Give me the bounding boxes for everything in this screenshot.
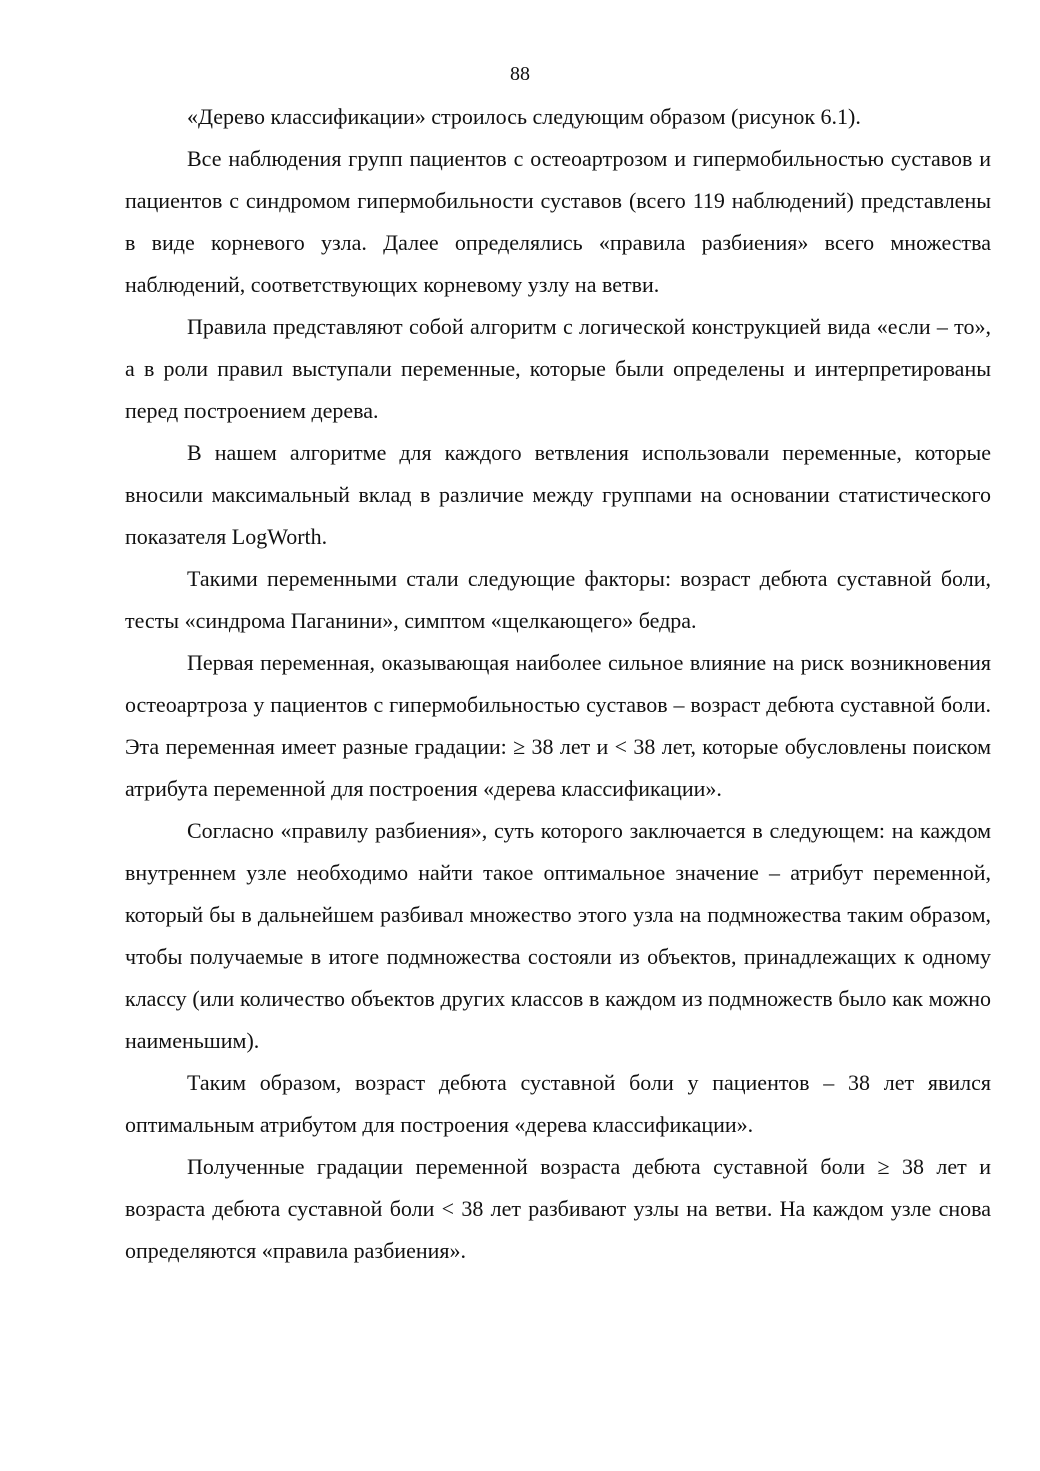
paragraph-rules: Правила представляют собой алгоритм с логической конструкцией вида «если – то», а в роли правил выступали переменные, которые были определены и интерпретированы перед построением дерева. bbox=[125, 314, 991, 423]
paragraph-algorithm: В нашем алгоритме для каждого ветвления использовали переменные, которые вносили максимальный вклад в различие между группами на основании статистического показателя LogWorth. bbox=[125, 440, 991, 549]
document-body bbox=[125, 96, 991, 1272]
page-number: 88 bbox=[510, 63, 530, 85]
paragraph-branches: Полученные градации переменной возраста дебюта суставной боли ≥ 38 лет и возраста дебюта суставной боли < 38 лет разбивают узлы на ветви. На каждом узле снова определяются «правила разбиения». bbox=[125, 1154, 991, 1263]
paragraph-optimal-attribute: Таким образом, возраст дебюта суставной боли у пациентов – 38 лет явился оптимальным атрибутом для построения «дерева классификации». bbox=[125, 1070, 991, 1137]
paragraph-tree-intro: «Дерево классификации» строилось следующим образом (рисунок 6.1). bbox=[187, 104, 861, 129]
paragraph-split-rule: Согласно «правилу разбиения», суть которого заключается в следующем: на каждом внутреннем узле необходимо найти такое оптимальное значение – атрибут переменной, который бы в дальнейшем разбивал множество этого узла на подмножества таким образом, чтобы получаемые в итоге подмножества состояли из объектов, принадлежащих к одному классу (или количество объектов других классов в каждом из подмножеств было как можно наименьшим). bbox=[125, 818, 991, 1053]
paragraph-first-variable: Первая переменная, оказывающая наиболее сильное влияние на риск возникновения остеоартроза у пациентов с гипермобильностью суставов – возраст дебюта суставной боли. Эта переменная имеет разные градации: ≥ 38 лет и < 38 лет, которые обусловлены поиском атрибута переменной для построения «дерева классификации». bbox=[125, 650, 991, 801]
paragraph-factors: Такими переменными стали следующие факторы: возраст дебюта суставной боли, тесты «синдрома Паганини», симптом «щелкающего» бедра. bbox=[125, 566, 991, 633]
paragraph-root-node: Все наблюдения групп пациентов с остеоартрозом и гипермобильностью суставов и пациентов с синдромом гипермобильности суставов (всего 119 наблюдений) представлены в виде корневого узла. Далее определялись «правила разбиения» всего множества наблюдений, соответствующих корневому узлу на ветви. bbox=[125, 146, 991, 297]
